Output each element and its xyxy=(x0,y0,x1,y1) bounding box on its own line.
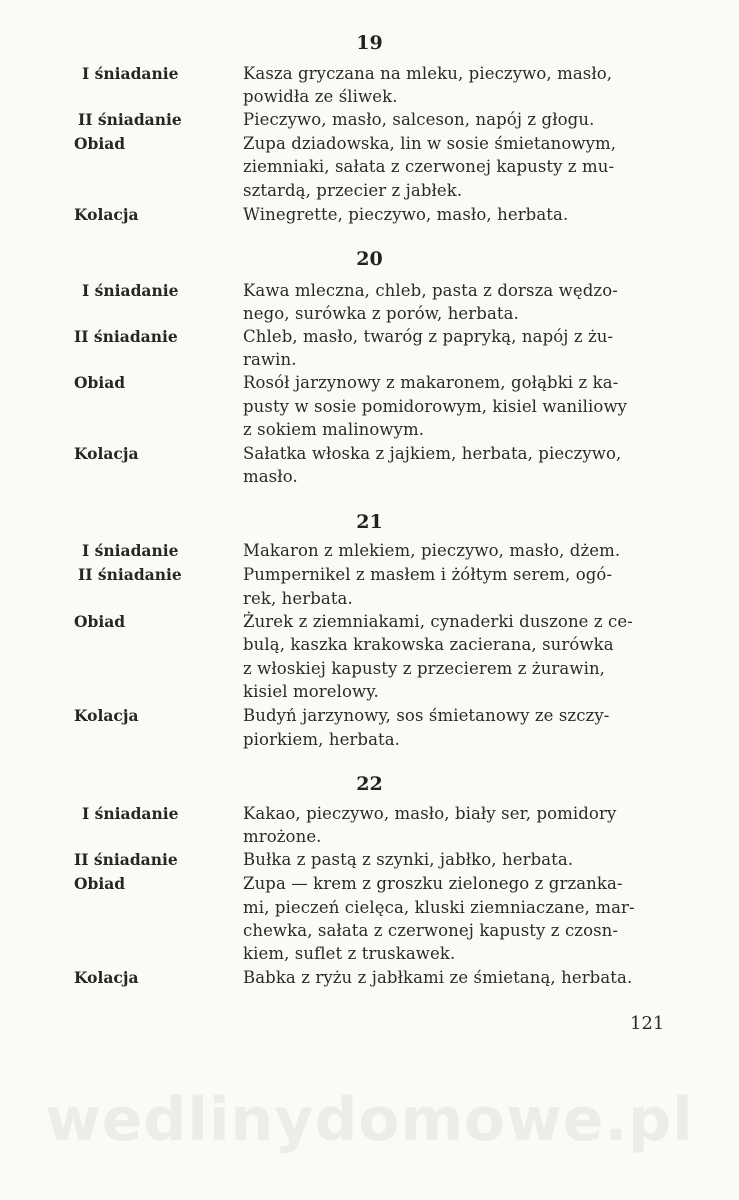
meal-text-line: Rosół jarzynowy z makaronem, gołąbki z ka- xyxy=(243,373,619,392)
meal-label: I śniadanie xyxy=(82,281,179,300)
meal-text-line: z włoskiej kapusty z przecierem z żurawin, xyxy=(243,659,606,678)
meal-text-line: piorkiem, herbata. xyxy=(243,730,401,749)
meal-text-line: Budyń jarzynowy, sos śmietanowy ze szczy- xyxy=(243,706,610,725)
meal-label: Obiad xyxy=(74,612,126,631)
watermark: wedlinydomowe.pl xyxy=(45,1085,694,1155)
meal-text-line: pusty w sosie pomidorowym, kisiel waniliowy xyxy=(243,397,628,416)
meal-text-line: mrożone. xyxy=(243,827,322,846)
meal-text-line: Chleb, masło, twaróg z papryką, napój z żu- xyxy=(243,327,614,346)
meal-text-line: Winegrette, pieczywo, masło, herbata. xyxy=(243,205,569,224)
meal-text-line: Bułka z pastą z szynki, jabłko, herbata. xyxy=(243,850,574,869)
day-number: 21 xyxy=(356,511,383,533)
meal-text-line: chewka, sałata z czerwonej kapusty z czosn- xyxy=(243,921,619,940)
day-number: 20 xyxy=(356,248,383,270)
meal-label: Kolacja xyxy=(74,706,139,725)
meal-text-line: rek, herbata. xyxy=(243,589,353,608)
meal-text-line: ziemniaki, sałata z czerwonej kapusty z mu- xyxy=(243,157,615,176)
meal-text-line: Kasza gryczana na mleku, pieczywo, masło, xyxy=(243,64,613,83)
meal-text-line: Kawa mleczna, chleb, pasta z dorsza wędzo- xyxy=(243,281,618,300)
meal-text-line: kiem, suflet z truskawek. xyxy=(243,944,456,963)
meal-text-line: Babka z ryżu z jabłkami ze śmietaną, herbata. xyxy=(243,968,633,987)
meal-text-line: Makaron z mlekiem, pieczywo, masło, dżem. xyxy=(243,541,621,560)
meal-label: I śniadanie xyxy=(82,541,179,560)
meal-text-line: masło. xyxy=(243,467,298,486)
meal-label: Kolacja xyxy=(74,968,139,987)
meal-text-line: Zupa dziadowska, lin w sosie śmietanowym, xyxy=(243,134,617,153)
meal-text-line: Kakao, pieczywo, masło, biały ser, pomidory xyxy=(243,804,617,823)
meal-text-line: Pieczywo, masło, salceson, napój z głogu. xyxy=(243,110,595,129)
page-number: 121 xyxy=(630,1013,665,1034)
meal-text-line: z sokiem malinowym. xyxy=(243,420,425,439)
meal-label: I śniadanie xyxy=(82,64,179,83)
meal-label: Kolacja xyxy=(74,444,139,463)
meal-label: I śniadanie xyxy=(82,804,179,823)
meal-label: Obiad xyxy=(74,134,126,153)
meal-text-line: kisiel morelowy. xyxy=(243,682,379,701)
meal-text-line: Żurek z ziemniakami, cynaderki duszone z ce- xyxy=(243,612,633,631)
meal-text-line: mi, pieczeń cielęca, kluski ziemniaczane, mar- xyxy=(243,898,635,917)
meal-text-line: sztardą, przecier z jabłek. xyxy=(243,181,463,200)
meal-label: Obiad xyxy=(74,373,126,392)
meal-label: Obiad xyxy=(74,874,126,893)
meal-text-line: Sałatka włoska z jajkiem, herbata, pieczywo, xyxy=(243,444,622,463)
meal-label: Kolacja xyxy=(74,205,139,224)
meal-text-line: Pumpernikel z masłem i żółtym serem, ogó- xyxy=(243,565,613,584)
meal-text-line: rawin. xyxy=(243,350,297,369)
meal-label: II śniadanie xyxy=(74,327,178,346)
meal-text-line: Zupa — krem z groszku zielonego z grzanka- xyxy=(243,874,623,893)
meal-text-line: nego, surówka z porów, herbata. xyxy=(243,304,519,323)
meal-text-line: powidła ze śliwek. xyxy=(243,87,398,106)
meal-label: II śniadanie xyxy=(78,110,182,129)
meal-label: II śniadanie xyxy=(74,850,178,869)
day-number: 22 xyxy=(356,773,383,795)
meal-text-line: bulą, kaszka krakowska zacierana, surówka xyxy=(243,635,614,654)
day-number: 19 xyxy=(356,32,383,54)
meal-label: II śniadanie xyxy=(78,565,182,584)
